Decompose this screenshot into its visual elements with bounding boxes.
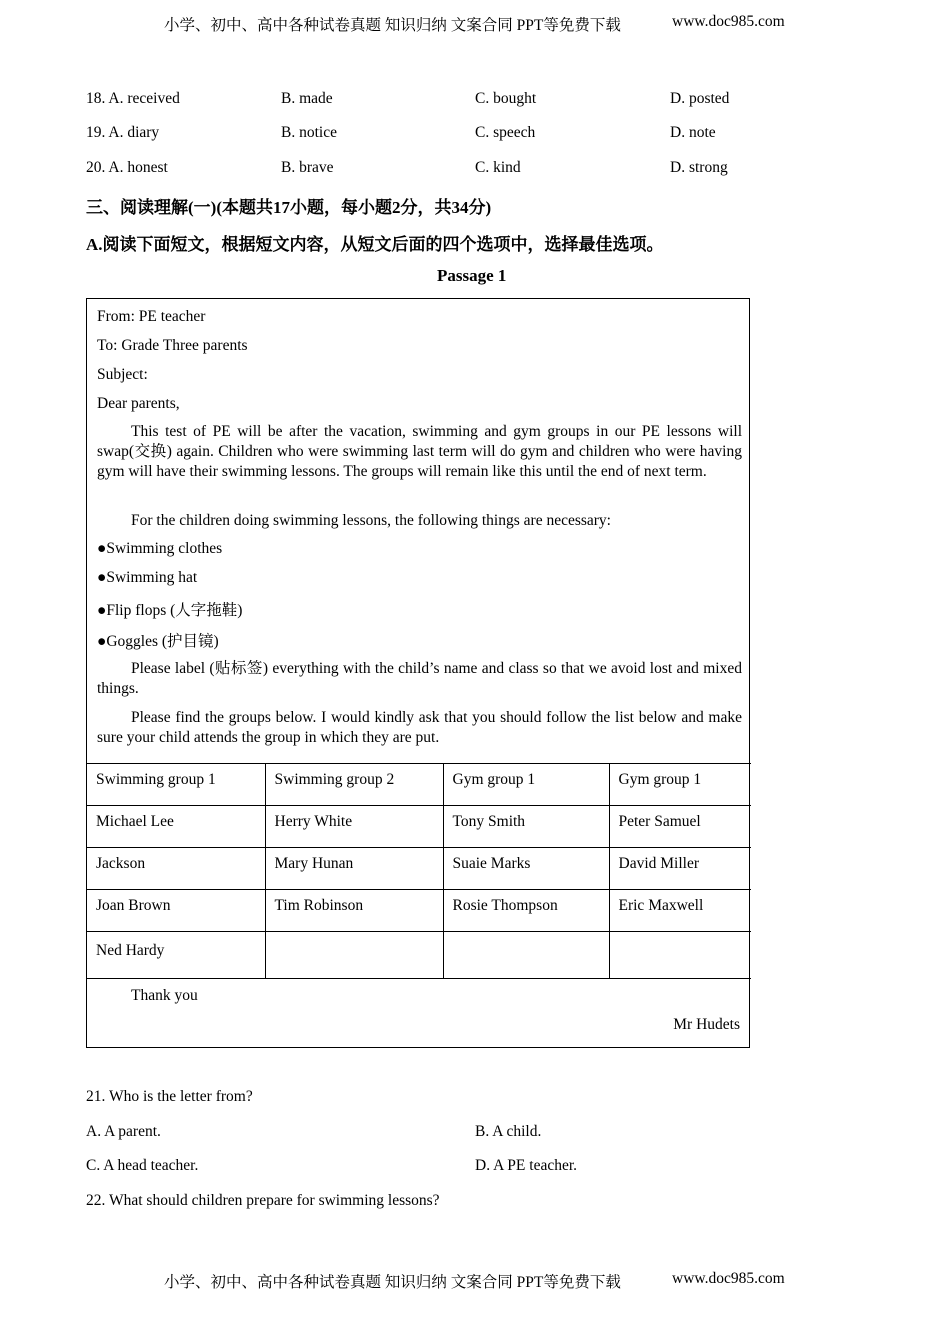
letter-paragraph-3: Please label (贴标签) everything with the child’s name and class so that we avoid lost and mixed things. [97,660,742,697]
table-header-cell: Gym group 1 [443,764,609,806]
section-instruction: A.阅读下面短文，根据短文内容，从短文后面的四个选项中，选择最佳选项。 [86,235,664,254]
page-footer-text: 小学、初中、高中各种试卷真题 知识归纳 文案合同 PPT等免费下载 [164,1274,621,1291]
table-cell: Jackson [87,848,265,890]
table-row [87,890,751,932]
table-row [87,806,751,848]
list-item: ●Goggles (护目镜) [97,633,219,650]
option-a: 19. A. diary [86,124,160,141]
letter-greeting: Dear parents, [97,395,180,412]
groups-table [87,763,751,979]
section-title: 三、阅读理解(一)(本题共17小题，每小题2分，共34分) [86,198,492,217]
table-cell: Tim Robinson [265,890,443,932]
table-cell: Michael Lee [87,806,265,848]
option-d: D. posted [670,90,730,107]
question-21-stem: 21. Who is the letter from? [86,1088,253,1105]
passage-title: Passage 1 [437,266,507,285]
list-item: ●Swimming clothes [97,540,223,557]
option-b: B. notice [281,124,337,141]
question-21-option-d: D. A PE teacher. [475,1157,578,1174]
table-cell [265,932,443,979]
letter-closing: Thank you [131,987,198,1004]
table-cell: Mary Hunan [265,848,443,890]
option-c: C. bought [475,90,537,107]
table-cell [443,932,609,979]
page-header-text: 小学、初中、高中各种试卷真题 知识归纳 文案合同 PPT等免费下载 [164,17,621,34]
table-cell: Ned Hardy [87,932,265,979]
table-header-cell: Swimming group 1 [87,764,265,806]
option-b: B. brave [281,159,334,176]
question-21-option-c: C. A head teacher. [86,1157,199,1174]
question-21-option-b: B. A child. [475,1123,542,1140]
page-header-link[interactable]: www.doc985.com [672,13,785,30]
table-row [87,848,751,890]
table-cell: Eric Maxwell [609,890,751,932]
letter-subject: Subject: [97,366,148,383]
option-c: C. kind [475,159,521,176]
table-cell: Tony Smith [443,806,609,848]
letter-to: To: Grade Three parents [97,337,248,354]
table-cell: Rosie Thompson [443,890,609,932]
table-cell: Peter Samuel [609,806,751,848]
table-cell: Joan Brown [87,890,265,932]
question-21-option-a: A. A parent. [86,1123,161,1140]
list-item: ●Flip flops (人字拖鞋) [97,602,243,619]
letter-signature: Mr Hudets [673,1016,740,1033]
option-a: 20. A. honest [86,159,168,176]
table-header-cell: Swimming group 2 [265,764,443,806]
table-cell: Suaie Marks [443,848,609,890]
option-a: 18. A. received [86,90,180,107]
option-c: C. speech [475,124,536,141]
table-cell: Herry White [265,806,443,848]
question-22-stem: 22. What should children prepare for swimming lessons? [86,1192,440,1209]
table-cell [609,932,751,979]
table-header-cell: Gym group 1 [609,764,751,806]
letter-paragraph-2: For the children doing swimming lessons, the following things are necessary: [131,512,611,529]
list-item: ●Swimming hat [97,569,198,586]
option-d: D. strong [670,159,728,176]
table-header-row [87,764,751,806]
option-d: D. note [670,124,716,141]
page-footer-link[interactable]: www.doc985.com [672,1270,785,1287]
letter-box [86,298,750,1048]
letter-from: From: PE teacher [97,308,206,325]
option-b: B. made [281,90,333,107]
letter-paragraph-4: Please find the groups below. I would kindly ask that you should follow the list below and make sure your child attends the group in which they are put. [97,709,742,746]
table-cell: David Miller [609,848,751,890]
table-row [87,932,751,979]
letter-paragraph-1: This test of PE will be after the vacation, swimming and gym groups in our PE lessons will swap(交换) again. Children who were swimming last term will do gym and children who were having gym will have their swimming lessons. The groups will remain like this until the end of next term. [97,423,742,480]
